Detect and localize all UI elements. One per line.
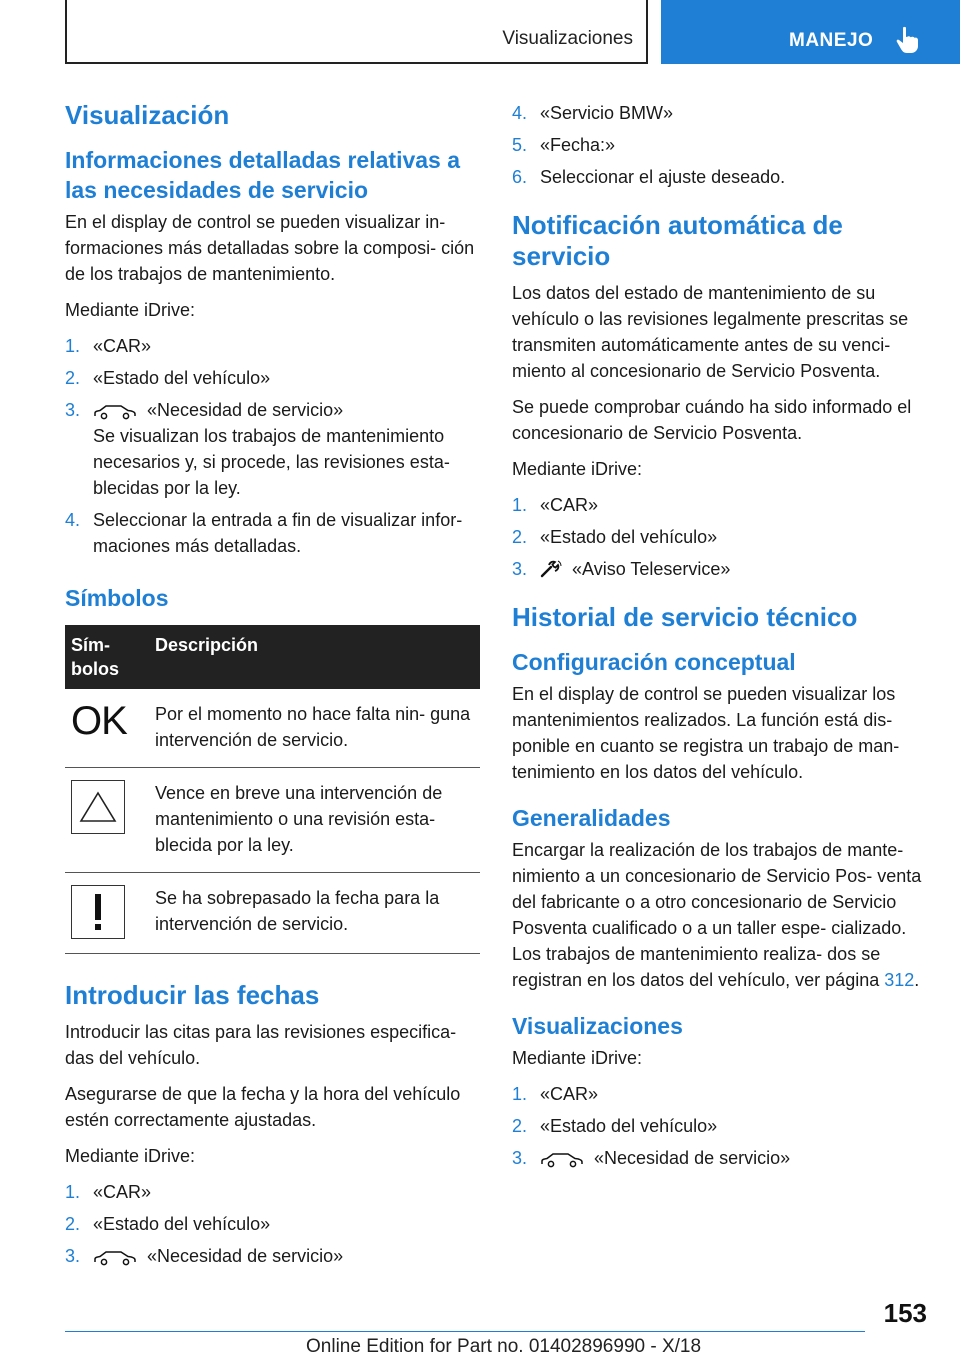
subsection-title-simbolos: Símbolos — [65, 585, 169, 611]
paragraph: Se puede comprobar cuándo ha sido informado el concesionario de Servicio Posventa. — [512, 397, 912, 443]
list-text: «CAR» — [93, 336, 152, 356]
list-text: «Estado del vehículo» — [540, 1116, 718, 1136]
paragraph: Mediante iDrive: — [512, 459, 643, 479]
list-item — [512, 524, 932, 550]
car-service-icon — [93, 404, 137, 420]
list-item — [512, 492, 932, 518]
list-text: «Servicio BMW» — [540, 103, 674, 123]
steps-list — [65, 333, 480, 559]
list-number: 3. — [65, 400, 81, 420]
list-text: «Estado del vehículo» — [93, 1214, 271, 1234]
list-item — [512, 1145, 932, 1171]
table-cell-description: Vence en breve una intervención de mantenimiento o una revisión esta- blecida por la ley. — [149, 768, 480, 873]
list-number: 2. — [512, 527, 528, 547]
list-text: «Estado del vehículo» — [93, 368, 271, 388]
list-number: 1. — [512, 495, 528, 515]
steps-list — [512, 100, 932, 190]
list-text: Seleccionar el ajuste deseado. — [540, 167, 786, 187]
paragraph: Asegurarse de que la fecha y la hora del vehículo estén correctamente ajustadas. — [65, 1084, 461, 1130]
list-item — [65, 1243, 480, 1269]
subsection-title-visualizaciones: Visualizaciones — [512, 1013, 683, 1039]
list-item-detail: Se visualizan los trabajos de mantenimiento necesarios y, si procede, las revisiones esta- blecidas por la ley. — [93, 426, 450, 498]
list-text: «CAR» — [540, 495, 599, 515]
list-number: 2. — [65, 1214, 81, 1234]
header-section-title: Visualizaciones — [502, 28, 633, 49]
page-number: 153 — [883, 1298, 927, 1328]
page-reference-link[interactable]: 312 — [884, 970, 915, 990]
list-text: «Aviso Teleservice» — [572, 559, 731, 579]
section-title-historial: Historial de servicio técnico — [512, 602, 858, 632]
list-number: 2. — [512, 1116, 528, 1136]
table-header-row — [65, 625, 480, 689]
paragraph: Mediante iDrive: — [512, 1048, 643, 1068]
list-text: «Estado del vehículo» — [540, 527, 718, 547]
list-number: 3. — [65, 1246, 81, 1266]
steps-list — [512, 492, 932, 582]
list-text: «Necesidad de servicio» — [594, 1148, 791, 1168]
symbols-table — [65, 625, 480, 954]
list-text: «Necesidad de servicio» — [147, 400, 344, 420]
table-row — [65, 768, 480, 873]
hand-pointer-icon — [894, 26, 920, 54]
list-item — [65, 333, 480, 359]
list-item — [512, 1081, 932, 1107]
footer-divider — [65, 1331, 865, 1332]
list-text: «Necesidad de servicio» — [147, 1246, 344, 1266]
right-column — [512, 100, 932, 1181]
list-number: 3. — [512, 559, 528, 579]
chapter-label: MANEJO — [789, 30, 874, 51]
car-service-icon — [540, 1152, 584, 1168]
list-number: 5. — [512, 135, 528, 155]
list-item — [65, 1179, 480, 1205]
list-number: 4. — [65, 510, 81, 530]
steps-list — [65, 1179, 480, 1269]
table-header-description: Descripción — [149, 625, 480, 689]
warning-triangle-icon — [71, 780, 125, 834]
list-number: 6. — [512, 167, 528, 187]
list-item — [512, 556, 932, 582]
list-item — [512, 100, 932, 126]
paragraph: Los datos del estado de mantenimiento de su vehículo o las revisiones legalmente prescritas se transmiten automáticamente antes de su venci- miento al concesionario de Servicio Posventa. — [512, 283, 909, 381]
exclamation-icon — [71, 885, 125, 939]
list-number: 4. — [512, 103, 528, 123]
ok-symbol: OK — [71, 699, 127, 743]
left-column — [65, 100, 480, 1279]
list-text: «CAR» — [93, 1182, 152, 1202]
paragraph: Introducir las citas para las revisiones especifica- das del vehículo. — [65, 1022, 457, 1068]
section-title-visualizacion: Visualización — [65, 100, 230, 130]
list-number: 1. — [65, 1182, 81, 1202]
list-text: Seleccionar la entrada a fin de visualizar infor- maciones más detalladas. — [93, 510, 463, 556]
table-header-symbols: Sím- bolos — [65, 625, 149, 689]
subsection-title-informaciones: Informaciones detalladas relativas a las necesidades de servicio — [65, 147, 461, 203]
table-cell-description: Por el momento no hace falta nin- guna intervención de servicio. — [149, 689, 480, 768]
list-number: 1. — [512, 1084, 528, 1104]
list-text: «CAR» — [540, 1084, 599, 1104]
subsection-title-configuracion: Configuración conceptual — [512, 649, 796, 675]
list-item — [65, 507, 480, 559]
wrench-teleservice-icon — [540, 560, 562, 578]
paragraph: Mediante iDrive: — [65, 300, 196, 320]
paragraph: Encargar la realización de los trabajos de mante- nimiento a un concesionario de Servicio Pos- venta del fabricante o a otro concesionario de Servicio Posventa cualificado o a un taller espe- cializado. Los trabajos de mantenimiento realiza- dos se registran en los datos del vehículo, ver página 312. — [512, 840, 922, 990]
list-number: 3. — [512, 1148, 528, 1168]
list-number: 2. — [65, 368, 81, 388]
list-number: 1. — [65, 336, 81, 356]
paragraph: Mediante iDrive: — [65, 1146, 196, 1166]
list-text: «Fecha:» — [540, 135, 616, 155]
table-cell-description: Se ha sobrepasado la fecha para la intervención de servicio. — [149, 873, 480, 954]
section-title-notificacion: Notificación automática de servicio — [512, 210, 843, 271]
list-item — [65, 365, 480, 391]
subsection-title-generalidades: Generalidades — [512, 805, 671, 831]
car-service-icon — [93, 1250, 137, 1266]
footer-edition: Online Edition for Part no. 01402896990 - X/18 — [306, 1336, 702, 1357]
table-row — [65, 689, 480, 768]
list-item — [512, 132, 932, 158]
paragraph: En el display de control se pueden visualizar in- formaciones más detalladas sobre la composi- ción de los trabajos de mantenimiento. — [65, 212, 475, 284]
section-title-introducir-fechas: Introducir las fechas — [65, 980, 320, 1010]
table-row — [65, 873, 480, 954]
steps-list — [512, 1081, 932, 1171]
paragraph: En el display de control se pueden visualizar los mantenimientos realizados. La función está dis- ponible en cuanto se registra un trabajo de man- tenimiento en los datos del vehículo. — [512, 684, 900, 782]
list-item — [512, 1113, 932, 1139]
list-item — [65, 397, 480, 501]
list-item — [65, 1211, 480, 1237]
list-item — [512, 164, 932, 190]
